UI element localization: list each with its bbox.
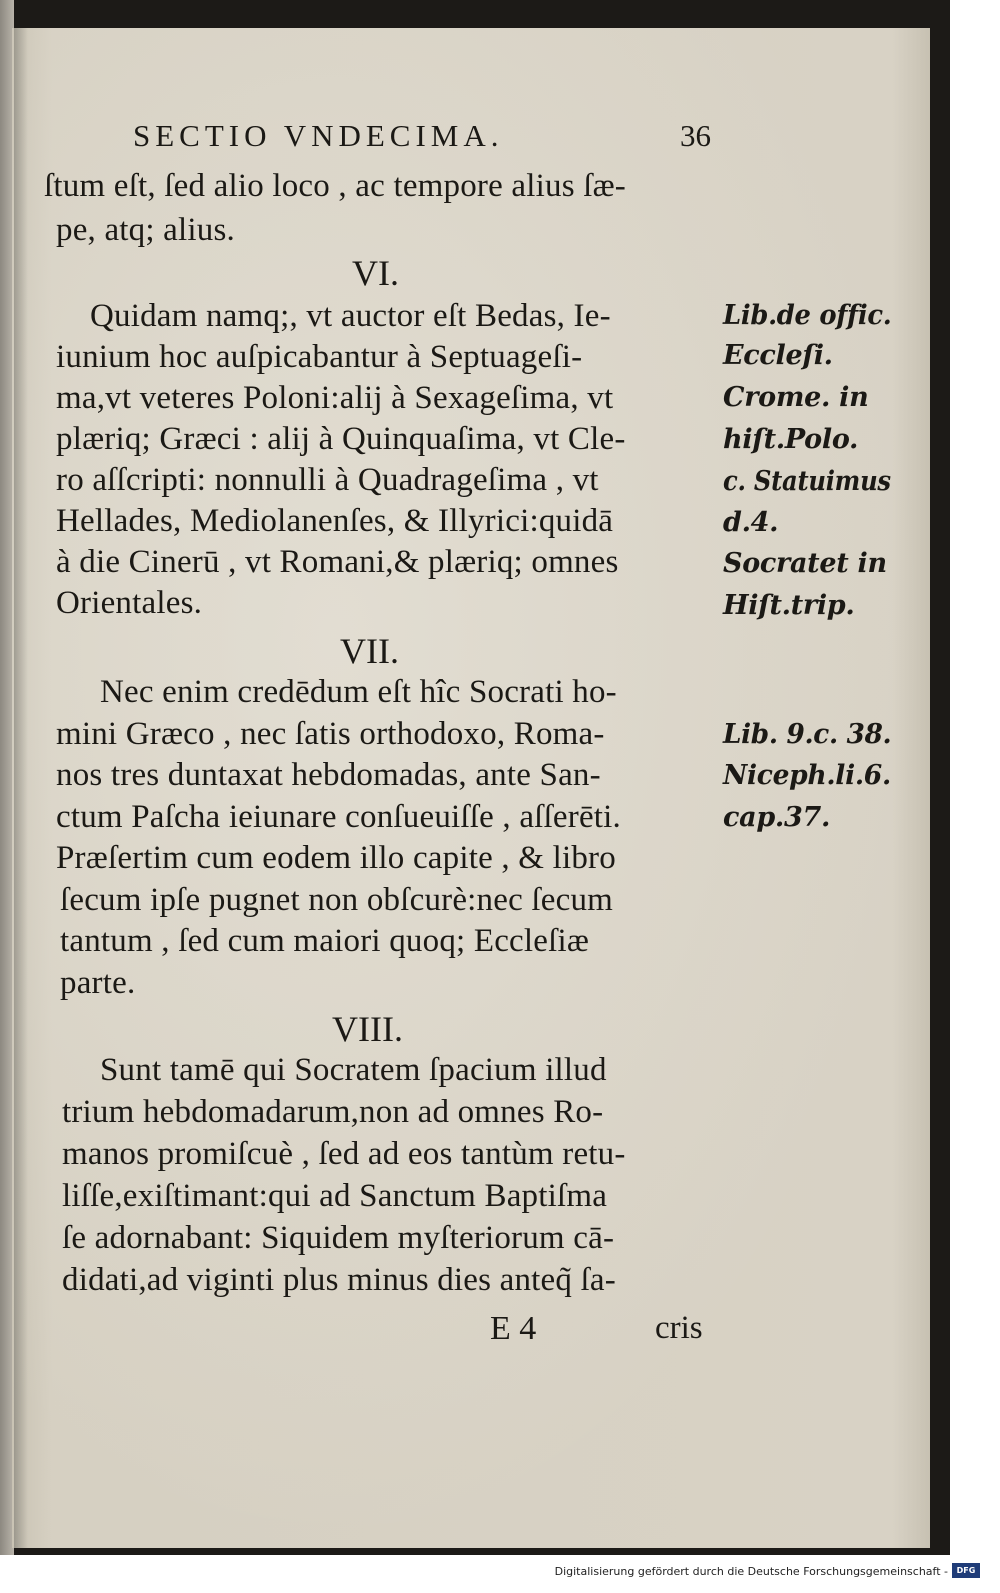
text-line: ſtum eſt, ſed alio loco , ac tempore alius ſæ-: [44, 168, 626, 204]
text-line: iunium hoc auſpicabantur à Septuageſi-: [56, 339, 583, 375]
footer-bar: [0, 1555, 1000, 1593]
running-header: SECTIO VNDECIMA.: [133, 118, 504, 153]
text-line: Hellades, Mediolanenſes, & Illyrici:quidā: [56, 503, 614, 539]
marginal-note: d.4.: [723, 507, 779, 538]
page-number: 36: [680, 118, 711, 153]
funding-credit: Digitalisierung gefördert durch die Deutsche Forschungsgemeinschaft -: [554, 1565, 948, 1578]
text-line: ctum Paſcha ieiunare conſueuiſſe , aſſerēti.: [56, 799, 621, 835]
marginal-note: Niceph.li.6.: [723, 760, 891, 791]
text-line: trium hebdomadarum,non ad omnes Ro-: [62, 1094, 604, 1130]
text-line: tantum , ſed cum maiori quoq; Eccleſiæ: [60, 923, 590, 959]
text-line: Nec enim credēdum eſt hîc Socrati ho-: [100, 674, 617, 710]
marginal-note: c. Statuimus: [723, 466, 891, 497]
text-line: liſſe,exiſtimant:qui ad Sanctum Baptiſma: [62, 1178, 608, 1214]
marginal-note: Socratet in: [723, 548, 887, 579]
marginal-note: Lib. 9.c. 38.: [723, 719, 892, 750]
marginal-note: hiſt.Polo.: [723, 424, 859, 455]
text-line: didati,ad viginti plus minus dies anteq̃ ſa-: [62, 1262, 616, 1298]
text-line: ſe adornabant: Siquidem myſteriorum cā-: [62, 1220, 615, 1256]
text-line: pe, atq; alius.: [56, 212, 235, 248]
text-line: Quidam namq;, vt auctor eſt Bedas, Ie-: [90, 298, 611, 334]
text-line: plæriq; Græci : alij à Quinquaſima, vt Cle-: [56, 421, 626, 457]
dfg-logo-icon: DFG: [952, 1563, 980, 1578]
marginal-note: Hiſt.trip.: [723, 590, 855, 621]
text-line: mini Græco , nec ſatis orthodoxo, Roma-: [56, 716, 605, 752]
section-number: VII.: [340, 631, 399, 671]
catchword: cris: [655, 1310, 703, 1346]
text-line: nos tres duntaxat hebdomadas, ante San-: [56, 757, 601, 793]
text-line: Præſertim cum eodem illo capite , & libro: [56, 840, 616, 876]
text-line: ma,vt veteres Poloni:alij à Sexageſima, vt: [56, 380, 614, 416]
gutter-shadow: [14, 28, 28, 1548]
text-line: à die Cinerū , vt Romani,& plæriq; omnes: [56, 544, 619, 580]
marginal-note: Lib.de offic.: [723, 300, 892, 331]
marginal-note: Crome. in: [723, 382, 869, 413]
section-number: VI.: [352, 253, 399, 293]
text-line: parte.: [60, 965, 136, 1001]
text-line: ſecum ipſe pugnet non obſcurè:nec ſecum: [60, 882, 614, 918]
section-number: VIII.: [332, 1009, 403, 1049]
text-line: Orientales.: [56, 585, 203, 621]
marginal-note: cap.37.: [723, 802, 831, 833]
signature-mark: E 4: [490, 1310, 537, 1347]
text-line: Sunt tamē qui Socratem ſpacium illud: [100, 1052, 607, 1088]
text-line: manos promiſcuè , ſed ad eos tantùm retu-: [62, 1136, 626, 1172]
marginal-note: Eccleſi.: [723, 340, 833, 371]
text-line: ro aſſcripti: nonnulli à Quadrageſima , vt: [56, 462, 599, 498]
